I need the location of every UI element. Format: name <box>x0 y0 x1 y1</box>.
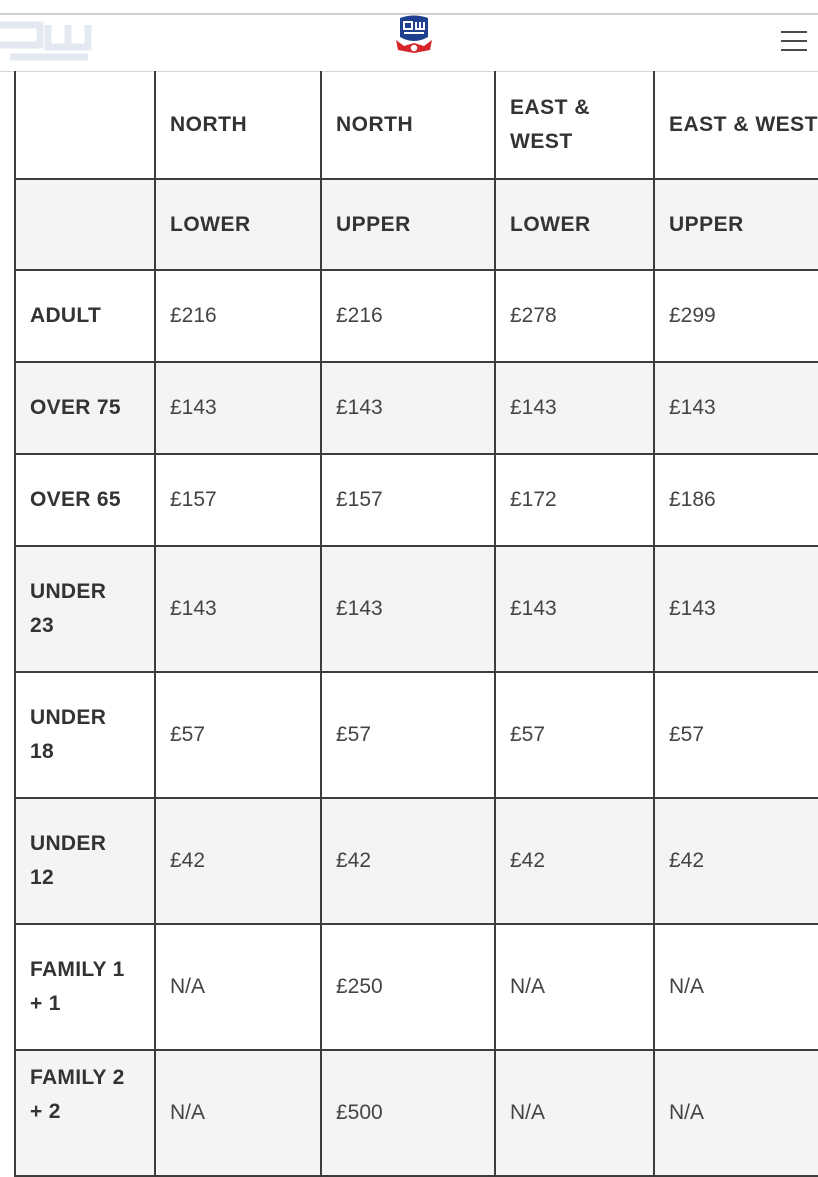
price-cell: £143 <box>155 362 321 454</box>
price-cell: £143 <box>321 546 495 672</box>
price-cell: £42 <box>495 798 654 924</box>
bwfc-watermark-logo-icon <box>0 15 95 71</box>
price-cell: £143 <box>321 362 495 454</box>
price-cell: £42 <box>654 798 818 924</box>
price-cell: £57 <box>495 672 654 798</box>
price-cell: £172 <box>495 454 654 546</box>
header-cell: LOWER <box>495 179 654 270</box>
price-cell: £143 <box>654 546 818 672</box>
header-cell: UPPER <box>321 179 495 270</box>
price-cell: £157 <box>155 454 321 546</box>
row-label: OVER 75 <box>15 362 155 454</box>
row-label: ADULT <box>15 270 155 362</box>
season-ticket-price-table <box>14 71 818 1177</box>
row-label: FAMILY 1 + 1 <box>15 924 155 1050</box>
price-cell: N/A <box>155 924 321 1050</box>
price-cell: £299 <box>654 270 818 362</box>
price-cell: £250 <box>321 924 495 1050</box>
table-corner-cell <box>15 179 155 270</box>
price-cell: £157 <box>321 454 495 546</box>
table-row <box>15 454 818 546</box>
price-cell: £143 <box>495 362 654 454</box>
price-cell: N/A <box>654 1050 818 1176</box>
price-cell: £42 <box>155 798 321 924</box>
price-cell: £143 <box>495 546 654 672</box>
table-row <box>15 924 818 1050</box>
header-cell: EAST & WEST <box>654 71 818 179</box>
price-cell: £216 <box>155 270 321 362</box>
header-cell: LOWER <box>155 179 321 270</box>
row-label: UNDER 18 <box>15 672 155 798</box>
price-cell: £42 <box>321 798 495 924</box>
price-cell: £500 <box>321 1050 495 1176</box>
row-label: OVER 65 <box>15 454 155 546</box>
price-cell: £143 <box>155 546 321 672</box>
price-cell: £278 <box>495 270 654 362</box>
hamburger-menu-icon[interactable] <box>781 29 809 55</box>
price-cell: £143 <box>654 362 818 454</box>
price-cell: N/A <box>155 1050 321 1176</box>
price-cell: £57 <box>155 672 321 798</box>
table-corner-cell <box>15 71 155 179</box>
price-cell: N/A <box>654 924 818 1050</box>
table-row <box>15 362 818 454</box>
header-cell: EAST & WEST <box>495 71 654 179</box>
table-row <box>15 798 818 924</box>
header-row-stand <box>15 71 818 179</box>
price-cell: £216 <box>321 270 495 362</box>
price-cell: £57 <box>654 672 818 798</box>
table-row <box>15 546 818 672</box>
row-label: UNDER 12 <box>15 798 155 924</box>
header-cell: NORTH <box>321 71 495 179</box>
header-cell: NORTH <box>155 71 321 179</box>
home-logo-link[interactable] <box>392 15 436 57</box>
table-row <box>15 672 818 798</box>
price-cell: £186 <box>654 454 818 546</box>
bwfc-crest-icon <box>392 15 436 57</box>
site-header <box>0 15 818 72</box>
table-row <box>15 1050 818 1176</box>
table-row <box>15 270 818 362</box>
price-cell: N/A <box>495 924 654 1050</box>
row-label: UNDER 23 <box>15 546 155 672</box>
row-label: FAMILY 2 + 2 <box>15 1050 155 1176</box>
header-cell: UPPER <box>654 179 818 270</box>
price-cell: N/A <box>495 1050 654 1176</box>
price-cell: £57 <box>321 672 495 798</box>
header-row-tier <box>15 179 818 270</box>
